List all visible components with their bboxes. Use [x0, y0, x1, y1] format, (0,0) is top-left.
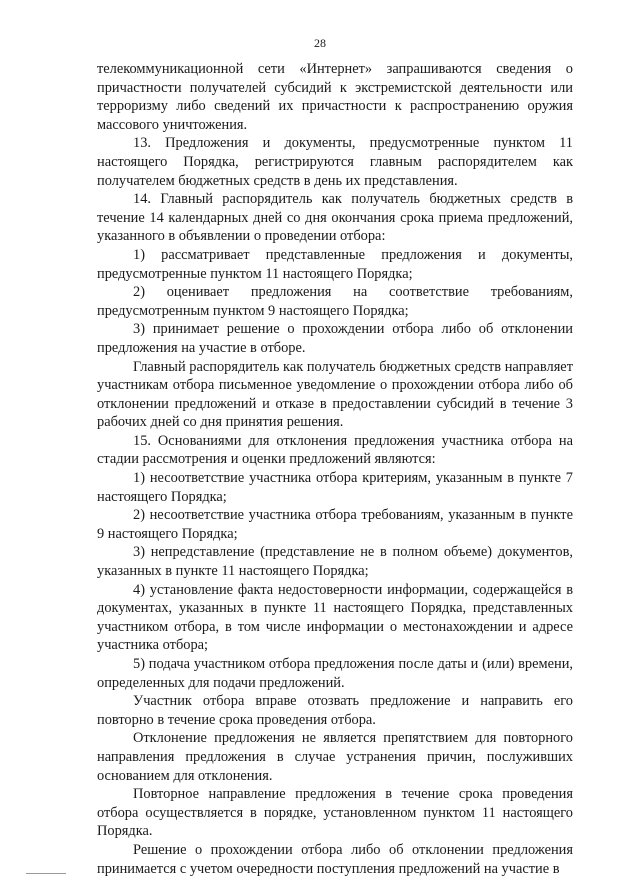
document-body	[97, 60, 573, 878]
paragraph: Повторное направление предложения в течение срока проведения отбора осуществляется в порядке, установленном пунктом 11 настоящего Порядка.	[97, 786, 573, 840]
paragraph: 14. Главный распорядитель как получатель бюджетных средств в течение 14 календарных дней со дня окончания срока приема предложений, указанного в объявлении о проведении отбора:	[97, 191, 573, 245]
list-item: 5) подача участником отбора предложения после даты и (или) времени, определенных для подачи предложений.	[97, 656, 573, 691]
paragraph: 15. Основаниями для отклонения предложения участника отбора на стадии рассмотрения и оценки предложений являются:	[97, 432, 573, 468]
list-item: 1) несоответствие участника отбора критериям, указанным в пункте 7 настоящего Порядка;	[97, 470, 573, 505]
page-number: 28	[314, 36, 326, 50]
footer-divider	[26, 873, 66, 874]
paragraph: телекоммуникационной сети «Интернет» запрашиваются сведения о причастности получателей субсидий к экстремистской деятельности или терроризму либо сведений их причастности к распространению оружия массового уничтожения.	[97, 61, 573, 133]
list-item: 4) установление факта недостоверности информации, содержащейся в документах, указанных в пункте 11 настоящего Порядка, представленных участником отбора, в том числе информации о местонахождении и адресе участника отбора;	[97, 581, 573, 654]
list-item: 2) оценивает предложения на соответствие требованиям, предусмотренным пунктом 9 настоящего Порядка;	[97, 284, 573, 319]
paragraph: Решение о прохождении отбора либо об отклонении предложения принимается с учетом очередности поступления предложений на участие в	[97, 841, 573, 877]
paragraph: Участник отбора вправе отозвать предложение и направить его повторно в течение срока проведения отбора.	[97, 693, 573, 728]
list-item: 1) рассматривает представленные предложения и документы, предусмотренные пунктом 11 настоящего Порядка;	[97, 246, 573, 282]
paragraph: Отклонение предложения не является препятствием для повторного направления предложения в случае устранения причин, послуживших основанием для отклонения.	[97, 730, 573, 784]
paragraph: 13. Предложения и документы, предусмотренные пунктом 11 настоящего Порядка, регистрируются главным распорядителем как получателем бюджетных средств в день их представления.	[97, 135, 573, 189]
list-item: 3) непредставление (представление не в полном объеме) документов, указанных в пункте 11 настоящего Порядка;	[97, 544, 573, 580]
list-item: 3) принимает решение о прохождении отбора либо об отклонении предложения на участие в отборе.	[97, 321, 573, 356]
list-item: 2) несоответствие участника отбора требованиям, указанным в пункте 9 настоящего Порядка;	[97, 507, 573, 542]
paragraph: Главный распорядитель как получатель бюджетных средств направляет участникам отбора письменное уведомление о прохождении отбора либо об отклонении предложений и отказе в предоставлении субсидий в течение 3 рабочих дней со дня принятия решения.	[97, 358, 573, 431]
